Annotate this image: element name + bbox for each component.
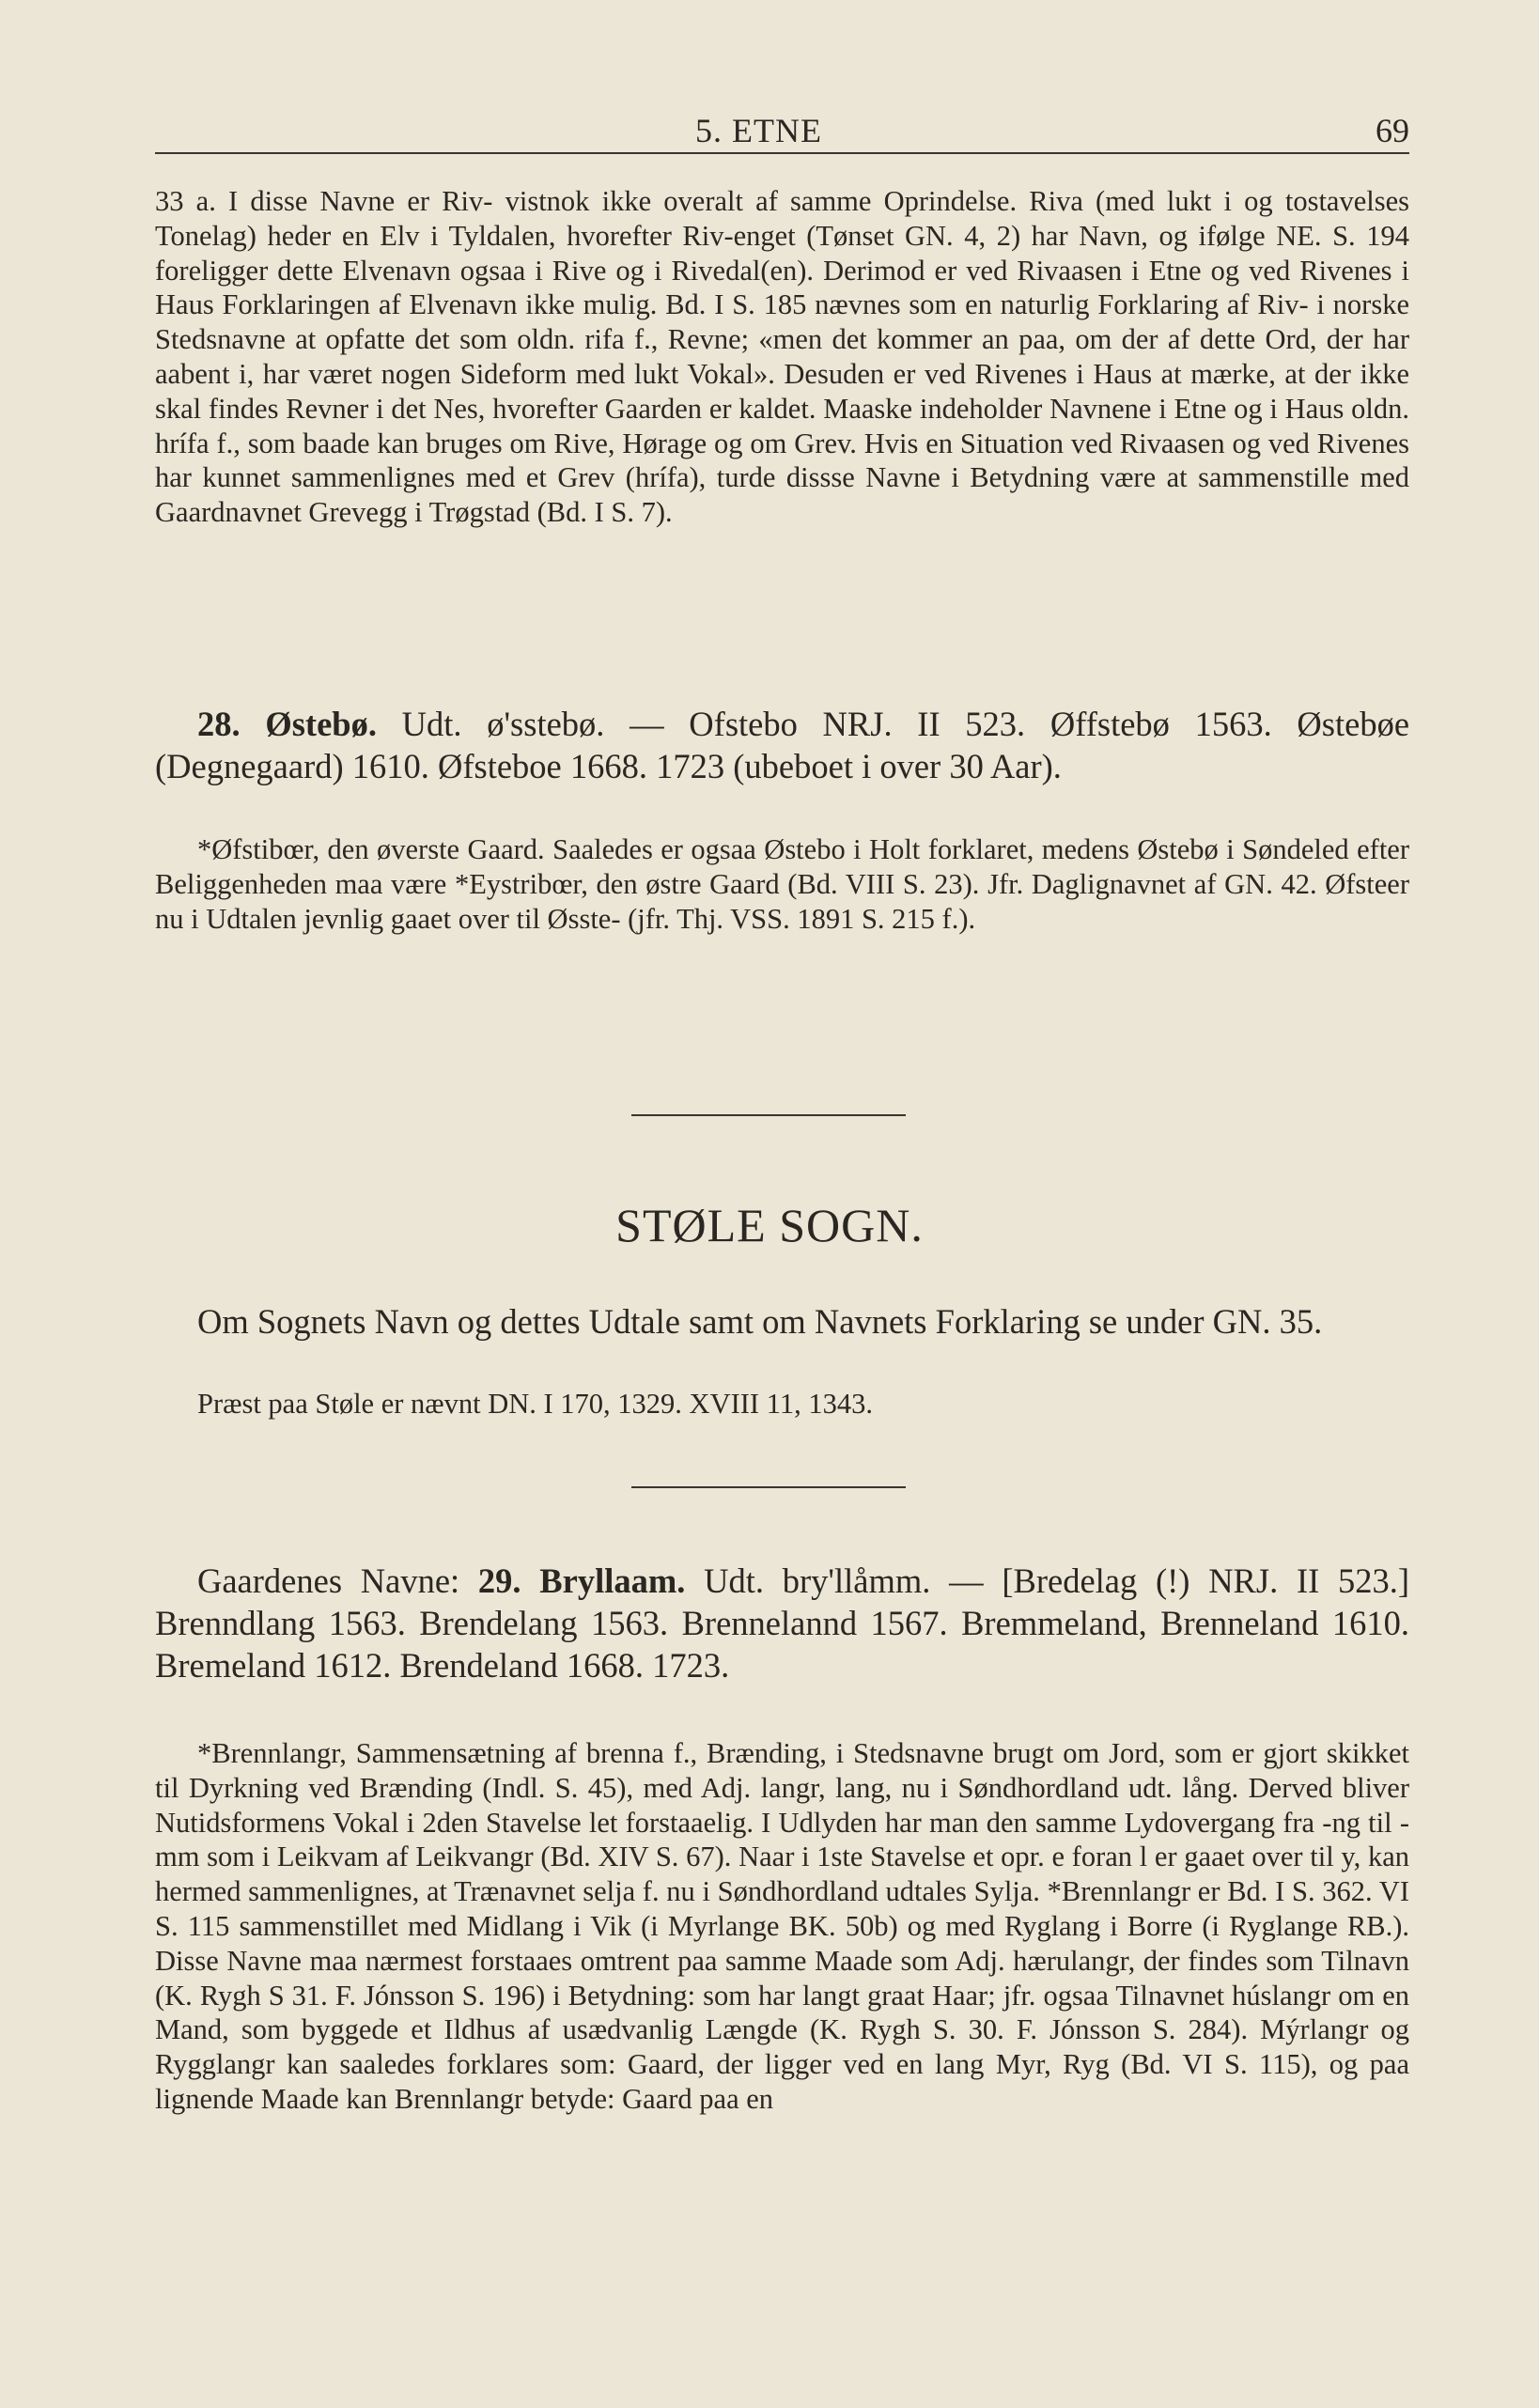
entry-28-text: Udt. ø'sstebø. — Ofstebo NRJ. II 523. Øffstebø 1563. Østebøe (Degnegaard) 1610. Øfsteboe 1668. 1723 (ubeboet i over 30 Aar). xyxy=(155,705,1410,785)
entry-28 xyxy=(155,703,1409,787)
running-header xyxy=(155,105,1409,154)
section-divider xyxy=(631,1486,906,1488)
section-title: 5. ETNE xyxy=(695,112,822,149)
page-number: 69 xyxy=(1376,112,1409,149)
entry-29-number: 29. xyxy=(477,1561,521,1600)
entry-29-note xyxy=(155,1736,1409,2117)
entry-29-lead: Gaardenes Navne: xyxy=(197,1561,460,1600)
parish-title: STØLE SOGN. xyxy=(615,1199,924,1251)
entry-28-name: Østebø. xyxy=(265,705,377,743)
entry-29-text: Udt. bry'llåmm. — [Bredelag (!) NRJ. II 523.] Brenndlang 1563. Brendelang 1563. Brennelannd 1567. Bremmeland, Brenneland 1610. Bremeland 1612. Brendeland 1668. 1723. xyxy=(155,1561,1410,1685)
paragraph-33a-text: 33 a. I disse Navne er Riv- vistnok ikke overalt af samme Oprindelse. Riva (med lukt i og tostavelses Tonelag) heder en Elv i Tyldalen, hvorefter Riv-enget (Tønset GN. 4, 2) har Navn, og ifølge NE. S. 194 foreligger dette Elvenavn ogsaa i Rive og i Rivedal(en). Derimod er ved Rivaasen i Etne og ved Rivenes i Haus Forklaringen af Elvenavn ikke mulig. Bd. I S. 185 nævnes som en naturlig Forklaring af Riv- i norske Stedsnavne at opfatte det som oldn. rifa f., Revne; «men det kommer an paa, om der af dette Ord, der har aabent i, har været nogen Sideform med lukt Vokal». Desuden er ved Rivenes i Haus at mærke, at der ikke skal findes Revner i det Nes, hvorefter Gaarden er kaldet. Maaske indeholder Navnene i Etne og i Haus oldn. hrífa f., som baade kan bruges om Rive, Hørage og om Grev. Hvis en Situation ved Rivaasen og ved Rivenes har kunnet sammenlignes med et Grev (hrífa), turde dissse Navne i Betydning være at sammenstille med Gaardnavnet Grevegg i Trøgstad (Bd. I S. 7). xyxy=(155,185,1409,529)
paragraph-33a xyxy=(155,184,1409,530)
entry-29-note-text: *Brennlangr, Sammensætning af brenna f., Brænding, i Stedsnavne brugt om Jord, som er gjort skikket til Dyrkning ved Brænding (Indl. S. 45), med Adj. langr, lang, nu i Søndhordland udt. lång. Derved bliver Nutidsformens Vokal i 2den Stavelse let forstaaelig. I Udlyden har man den samme Lydovergang fra -ng til -mm som i Leikvam af Leikvangr (Bd. XIV S. 67). Naar i 1ste Stavelse et opr. e foran l er gaaet over til y, kan hermed sammenlignes, at Trænavnet selja f. nu i Søndhordland udtales Sylja. *Brennlangr er Bd. I S. 362. VI S. 115 sammenstillet med Midlang i Vik (i Myrlange BK. 50b) og med Ryglang i Borre (i Ryglange RB.). Disse Navne maa nærmest forstaaes omtrent paa samme Maade som Adj. hærulangr, der findes som Tilnavn (K. Rygh S 31. F. Jónsson S. 196) i Betydning: som har langt graat Haar; jfr. ogsaa Tilnavnet húslangr om en Mand, som byggede et Ildhus af usædvanlig Længde (K. Rygh S. 30. F. Jónsson S. 284). Mýrlangr og Rygglangr kan saaledes forklares som: Gaard, der ligger ved en lang Myr, Ryg (Bd. VI S. 115), og paa lignende Maade kan Brennlangr betyde: Gaard paa en xyxy=(155,1737,1409,2115)
parish-priest-text: Præst paa Støle er nævnt DN. I 170, 1329. XVIII 11, 1343. xyxy=(197,1388,873,1420)
section-divider xyxy=(631,1114,906,1116)
entry-28-number: 28. xyxy=(197,705,241,743)
entry-29 xyxy=(155,1560,1409,1686)
parish-intro-text: Om Sognets Navn og dettes Udtale samt om Navnets Forklaring se under GN. 35. xyxy=(197,1302,1323,1341)
entry-29-name: Bryllaam. xyxy=(539,1561,686,1600)
parish-intro xyxy=(155,1300,1409,1343)
entry-29-body xyxy=(155,1560,1409,1686)
entry-28-note-text: *Øfstibœr, den øverste Gaard. Saaledes er ogsaa Østebo i Holt forklaret, medens Østebø i Søndeled efter Beliggenheden maa være *Eystribœr, den østre Gaard (Bd. VIII S. 23). Jfr. Daglignavnet af GN. 42. Øfsteer nu i Udtalen jevnlig gaaet over til Øsste- (jfr. Thj. VSS. 1891 S. 215 f.). xyxy=(155,833,1409,935)
entry-28-body xyxy=(155,703,1409,787)
parish-priest xyxy=(155,1387,1409,1421)
entry-28-note xyxy=(155,832,1409,936)
